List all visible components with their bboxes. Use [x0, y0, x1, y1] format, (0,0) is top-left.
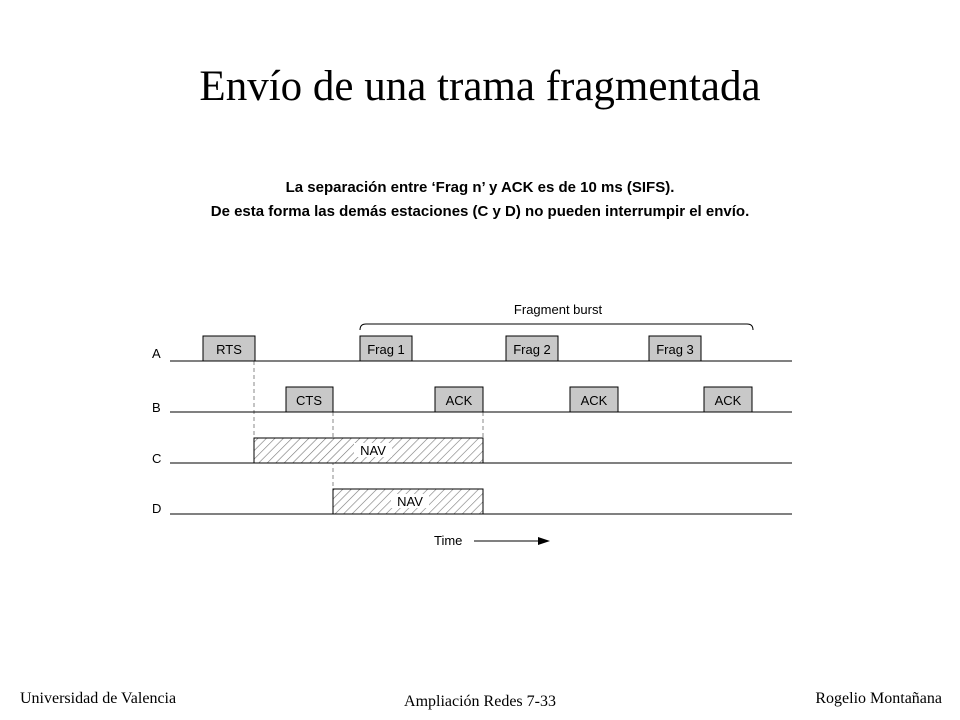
station-label-b: B: [152, 400, 161, 415]
nav-c-label: NAV: [360, 443, 386, 458]
fragment-burst-label: Fragment burst: [513, 302, 603, 317]
fragment-burst-brace: [360, 324, 753, 330]
footer-author: Rogelio Montañana: [815, 690, 942, 707]
footer-university: Universidad de Valencia: [20, 690, 177, 707]
time-arrow-head: [538, 537, 550, 545]
slide-title: Envío de una trama fragmentada: [199, 63, 761, 110]
footer-course-page: Ampliación Redes 7-33: [404, 693, 556, 710]
ack2-label: ACK: [580, 393, 608, 408]
frag1-label: Frag 1: [367, 342, 405, 357]
station-label-c: C: [152, 451, 162, 466]
rts-label: RTS: [216, 342, 242, 357]
note-line-2: De esta forma las demás estaciones (C y D) no pueden interrumpir el envío.: [210, 203, 750, 220]
ack3-label: ACK: [714, 393, 742, 408]
nav-d-label: NAV: [397, 494, 423, 509]
frag2-label: Frag 2: [513, 342, 551, 357]
station-label-a: A: [152, 346, 161, 361]
ack1-label: ACK: [445, 393, 473, 408]
frag3-label: Frag 3: [656, 342, 694, 357]
cts-label: CTS: [296, 393, 322, 408]
time-label: Time: [434, 533, 463, 548]
note-line-1: La separación entre ‘Frag n’ y ACK es de 10 ms (SIFS).: [285, 179, 675, 196]
station-label-d: D: [152, 501, 162, 516]
